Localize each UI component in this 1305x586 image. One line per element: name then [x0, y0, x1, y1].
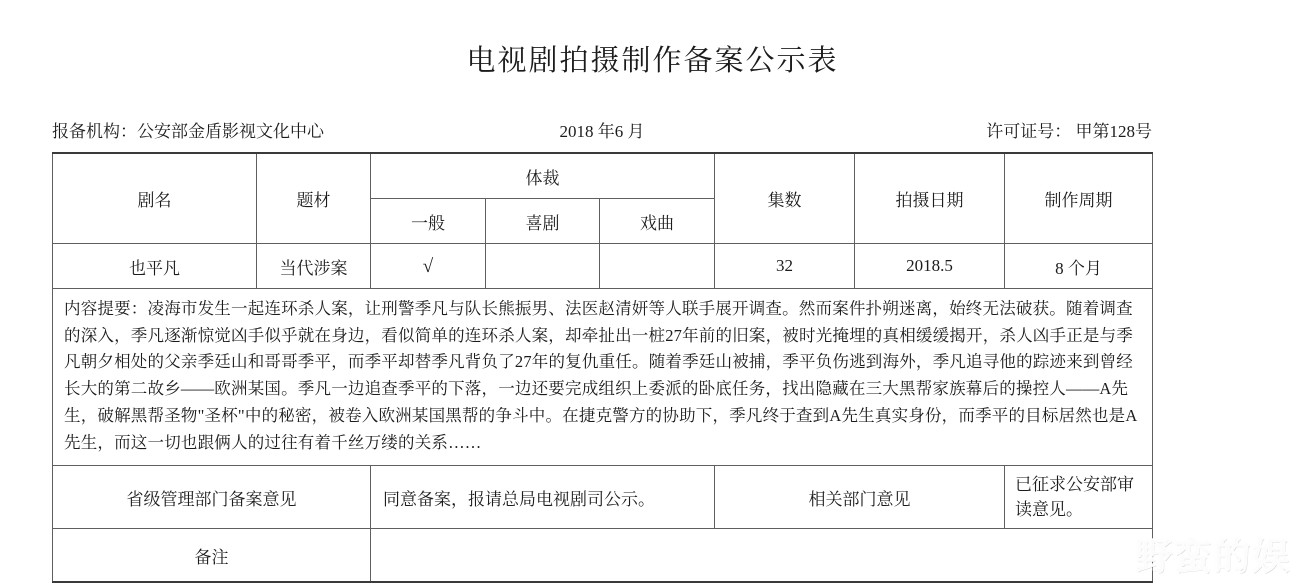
content-summary: 内容提要：凌海市发生一起连环杀人案，让刑警季凡与队长熊振男、法医赵清妍等人联手展开调查。然而案件扑朔迷离，始终无法破获。随着调查的深入，季凡逐渐惊觉凶手似乎就在身边，看似简单的连环杀人案，却牵扯出一桩27年前的旧案，被时光掩埋的真相缓缓揭开，杀人凶手正是与季凡朝夕相处的父亲季廷山和哥哥季平，而季平却替季凡背负了27年的复仇重任。随着季廷山被捕，季平负伤逃到海外，季凡追寻他的踪迹来到曾经长大的第二故乡——欧洲某国。季凡一边追查季平的下落，一边还要完成组织上委派的卧底任务，找出隐藏在三大黑帮家族幕后的操控人——A先生，破解黑帮圣物"圣杯"中的秘密，被卷入欧洲某国黑帮的争斗中。在捷克警方的协助下，季凡终于查到A先生真实身份，而季平的目标居然也是A先生，而这一切也跟俩人的过往有着千丝万缕的关系……	[53, 289, 1153, 466]
provincial-opinion-value: 同意备案，报请总局电视剧司公示。	[371, 466, 715, 529]
cell-production-cycle: 8 个月	[1005, 244, 1153, 289]
related-opinion-label: 相关部门意见	[715, 466, 1005, 529]
meta-row	[52, 117, 1152, 141]
header-production-cycle: 制作周期	[1005, 153, 1153, 244]
cell-genre-comedy	[486, 244, 600, 289]
opinions-row	[53, 466, 1153, 529]
license-number: 许可证号： 甲第128号	[986, 122, 1152, 141]
related-opinion-value: 已征求公安部审读意见。	[1005, 466, 1153, 529]
cell-drama-name: 也平凡	[53, 244, 257, 289]
cell-genre-opera	[600, 244, 715, 289]
header-genre-general: 一般	[371, 199, 486, 244]
cell-shoot-date: 2018.5	[855, 244, 1005, 289]
header-genre-opera: 戏曲	[600, 199, 715, 244]
header-drama-name: 剧名	[53, 153, 257, 244]
cell-subject: 当代涉案	[257, 244, 371, 289]
cell-genre-general-check: √	[371, 244, 486, 289]
remarks-value	[371, 529, 1153, 583]
summary-row	[53, 289, 1153, 466]
table-row	[53, 244, 1153, 289]
header-genre-comedy: 喜剧	[486, 199, 600, 244]
watermark: 野蛮的娱	[1135, 536, 1291, 577]
header-genre-group: 体裁	[371, 153, 715, 199]
provincial-opinion-label: 省级管理部门备案意见	[53, 466, 371, 529]
table-header-row-1	[53, 153, 1153, 199]
header-episodes: 集数	[715, 153, 855, 244]
page-title: 电视剧拍摄制作备案公示表	[466, 45, 839, 77]
filing-table	[52, 152, 1153, 583]
cell-episodes: 32	[715, 244, 855, 289]
remarks-label: 备注	[53, 529, 371, 583]
reporting-agency: 报备机构：公安部金盾影视文化中心	[52, 122, 324, 141]
report-period: 2018 年6 月	[559, 122, 645, 141]
remarks-row	[53, 529, 1153, 583]
header-subject: 题材	[257, 153, 371, 244]
header-shoot-date: 拍摄日期	[855, 153, 1005, 244]
